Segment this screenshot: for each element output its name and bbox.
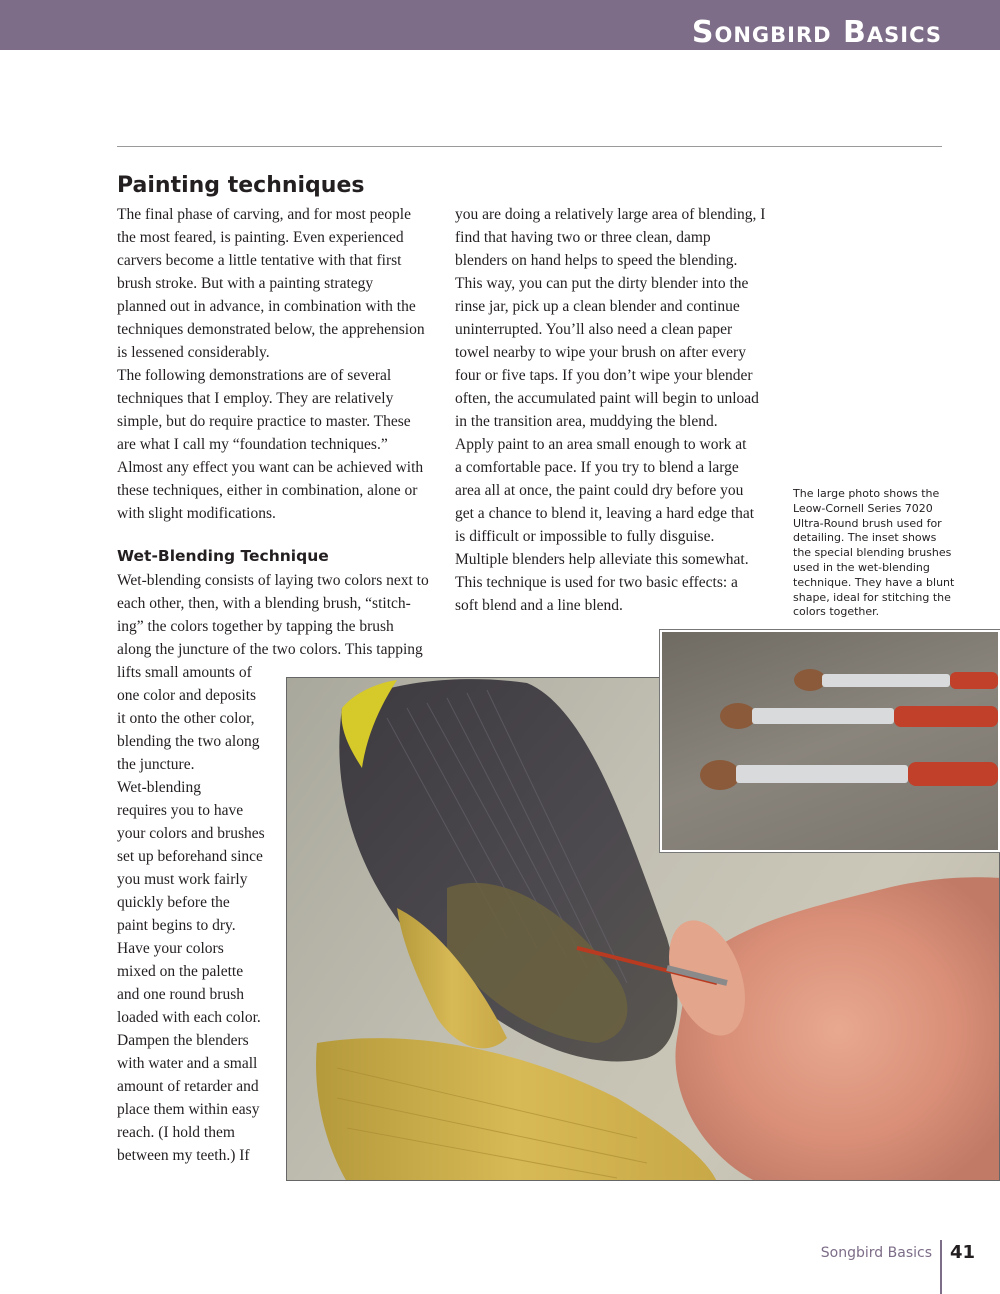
caption-line: shape, ideal for stitching the — [793, 590, 951, 604]
text-line: you are doing a relatively large area of blending, I — [455, 206, 766, 223]
text-line: Dampen the blenders — [117, 1032, 249, 1049]
text-line: between my teeth.) If — [117, 1147, 250, 1164]
caption-line: technique. They have a blunt — [793, 575, 955, 589]
text-line: ing” the colors together by tapping the brush — [117, 618, 394, 635]
text-line: rinse jar, pick up a clean blender and continue — [455, 298, 740, 315]
section-header-title: Songbird Basics — [691, 15, 942, 50]
text-line: uninterrupted. You’ll also need a clean paper — [455, 321, 733, 338]
text-line: get a chance to blend it, leaving a hard edge that — [455, 505, 755, 522]
header-band — [0, 0, 1000, 50]
text-line: soft blend and a line blend. — [455, 597, 623, 614]
caption-line: Leow-Cornell Series 7020 — [793, 501, 933, 515]
caption-line: Ultra-Round brush used for — [793, 516, 942, 530]
text-line: carvers become a little tentative with that first — [117, 252, 402, 269]
text-line: in the transition area, muddying the blend. — [455, 413, 718, 430]
text-line: The final phase of carving, and for most people — [117, 206, 411, 223]
text-line: reach. (I hold them — [117, 1124, 235, 1141]
text-line: one color and deposits — [117, 687, 257, 704]
text-line: brush stroke. But with a painting strategy — [117, 275, 374, 292]
text-line: Wet-blending consists of laying two colors next to — [117, 572, 429, 589]
text-line: Multiple blenders help alleviate this somewhat. — [455, 551, 749, 568]
text-line: paint begins to dry. — [117, 917, 236, 934]
text-line: Wet-blending — [117, 779, 201, 796]
footer-running-title: Songbird Basics — [820, 1245, 932, 1261]
text-line: along the juncture of the two colors. This tapping — [117, 641, 423, 658]
text-line: set up beforehand since — [117, 848, 263, 865]
text-line: find that having two or three clean, damp — [455, 229, 711, 246]
text-line: place them within easy — [117, 1101, 260, 1118]
text-line: often, the accumulated paint will begin to unload — [455, 390, 759, 407]
text-line: techniques demonstrated below, the apprehension — [117, 321, 425, 338]
text-line: techniques that I employ. They are relatively — [117, 390, 394, 407]
text-line: This technique is used for two basic effects: a — [455, 574, 738, 591]
text-line: a comfortable pace. If you try to blend a large — [455, 459, 739, 476]
text-line: you must work fairly — [117, 871, 248, 888]
text-line: the juncture. — [117, 756, 195, 773]
text-line: area all at once, the paint could dry before you — [455, 482, 744, 499]
text-line: amount of retarder and — [117, 1078, 259, 1095]
text-line: with slight modifications. — [117, 505, 276, 522]
text-line: requires you to have — [117, 802, 244, 819]
text-line: it onto the other color, — [117, 710, 255, 727]
text-line: are what I call my “foundation techniques.” — [117, 436, 388, 453]
body-column-left — [117, 203, 425, 525]
text-line: the most feared, is painting. Even experienced — [117, 229, 404, 246]
text-line: lifts small amounts of — [117, 664, 252, 681]
footer-divider — [940, 1240, 942, 1294]
subhead-wet-blending: Wet-Blending Technique — [117, 547, 329, 565]
text-line: quickly before the — [117, 894, 230, 911]
text-line: The following demonstrations are of several — [117, 367, 392, 384]
text-line: and one round brush — [117, 986, 244, 1003]
text-line: Have your colors — [117, 940, 224, 957]
page-number: 41 — [950, 1242, 976, 1263]
text-line: is lessened considerably. — [117, 344, 270, 361]
text-line: mixed on the palette — [117, 963, 244, 980]
photo-caption — [793, 487, 958, 620]
article-title: Painting techniques — [117, 173, 365, 198]
caption-line: colors together. — [793, 605, 880, 619]
text-line: towel nearby to wipe your brush on after every — [455, 344, 746, 361]
text-line: Apply paint to an area small enough to work at — [455, 436, 747, 453]
caption-line: used in the wet-blending — [793, 560, 930, 574]
wet-blending-intro — [117, 569, 429, 661]
text-line: four or five taps. If you don’t wipe your blender — [455, 367, 753, 384]
text-line: is difficult or impossible to fully disguise. — [455, 528, 715, 545]
top-rule — [117, 146, 942, 147]
text-line: with water and a small — [117, 1055, 258, 1072]
caption-line: detailing. The inset shows — [793, 531, 937, 545]
text-line: these techniques, either in combination, alone or — [117, 482, 418, 499]
text-line: simple, but do require practice to master. These — [117, 413, 411, 430]
text-line: blenders on hand helps to speed the blending. — [455, 252, 738, 269]
text-line: blending the two along — [117, 733, 260, 750]
caption-line: The large photo shows the — [793, 487, 940, 500]
wet-blending-narrow-column — [117, 661, 265, 1167]
body-column-right — [455, 203, 765, 617]
text-line: planned out in advance, in combination with the — [117, 298, 416, 315]
caption-line: the special blending brushes — [793, 546, 952, 560]
text-line: each other, then, with a blending brush, “stitch- — [117, 595, 411, 612]
text-line: your colors and brushes — [117, 825, 265, 842]
text-line: loaded with each color. — [117, 1009, 261, 1026]
text-line: Almost any effect you want can be achieved with — [117, 459, 424, 476]
blending-brushes-illustration — [662, 632, 998, 850]
inset-photo-blending-brushes — [660, 630, 1000, 852]
text-line: This way, you can put the dirty blender into the — [455, 275, 749, 292]
